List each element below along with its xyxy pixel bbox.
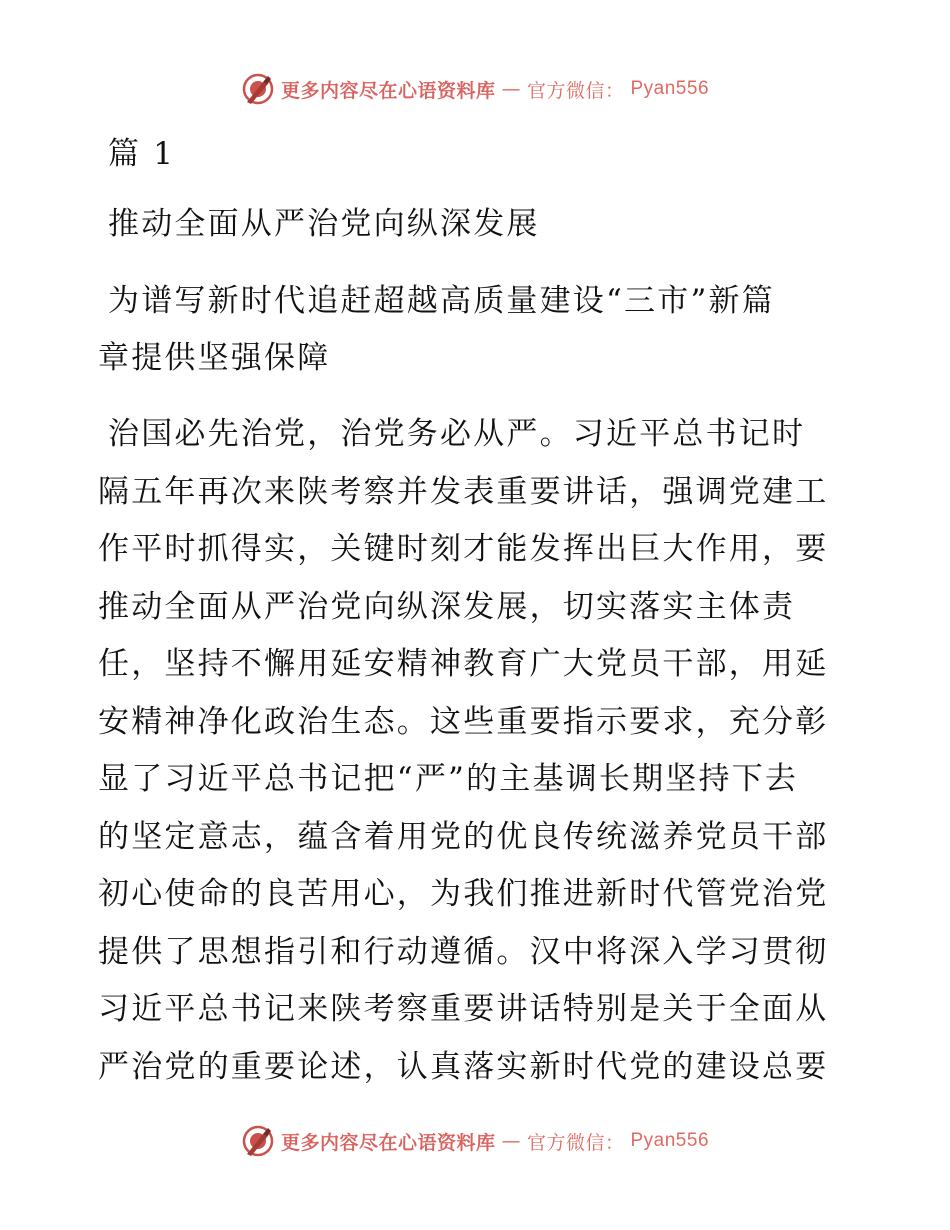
banner-label: 官方微信： bbox=[526, 79, 625, 102]
banner-wechat-id: Pyan556 bbox=[630, 78, 710, 99]
section-label: 篇 1 bbox=[108, 136, 176, 172]
footer-banner bbox=[0, 1124, 950, 1158]
paragraph-line: 推动全面从严治党向纵深发展，切实落实主体责 bbox=[98, 589, 796, 625]
document-subheading-line-1: 为谱写新时代追赶超越高质量建设“三市”新篇 bbox=[108, 283, 775, 319]
pen-logo-icon bbox=[241, 72, 275, 106]
paragraph-line: 显了习近平总书记把“严”的主基调长期坚持下去 bbox=[98, 761, 799, 797]
paragraph-line: 任，坚持不懈用延安精神教育广大党员干部，用延 bbox=[98, 646, 829, 682]
paragraph-line: 安精神净化政治生态。这些重要指示要求，充分彰 bbox=[98, 704, 829, 740]
paragraph-line: 治国必先治党，治党务必从严。习近平总书记时 bbox=[108, 416, 806, 452]
paragraph-line: 提供了思想指引和行动遵循。汉中将深入学习贯彻 bbox=[98, 934, 829, 970]
paragraph-line: 隔五年再次来陕考察并发表重要讲话，强调党建工 bbox=[98, 474, 829, 510]
banner-main-text: 更多内容尽在心语资料库 bbox=[280, 79, 496, 102]
banner-dash: — bbox=[501, 1130, 521, 1152]
document-subheading-line-2: 章提供坚强保障 bbox=[98, 340, 331, 376]
pen-logo-icon bbox=[241, 1124, 275, 1158]
paragraph-line: 作平时抓得实，关键时刻才能发挥出巨大作用，要 bbox=[98, 531, 829, 567]
header-banner bbox=[0, 72, 950, 106]
paragraph-line: 的坚定意志，蕴含着用党的优良传统滋养党员干部 bbox=[98, 819, 829, 855]
document-heading: 推动全面从严治党向纵深发展 bbox=[108, 206, 540, 242]
banner-dash: — bbox=[501, 78, 521, 100]
paragraph-line: 初心使命的良苦用心，为我们推进新时代管党治党 bbox=[98, 876, 829, 912]
paragraph-line: 严治党的重要论述，认真落实新时代党的建设总要 bbox=[98, 1049, 829, 1085]
banner-wechat-id: Pyan556 bbox=[630, 1130, 710, 1151]
paragraph-line: 习近平总书记来陕考察重要讲话特别是关于全面从 bbox=[98, 991, 829, 1027]
banner-main-text: 更多内容尽在心语资料库 bbox=[280, 1131, 496, 1154]
banner-label: 官方微信： bbox=[526, 1131, 625, 1154]
